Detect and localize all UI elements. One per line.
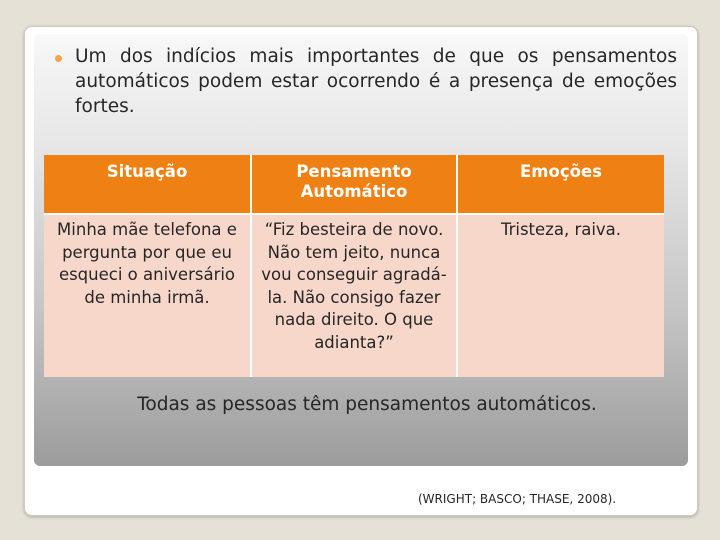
table-row — [44, 214, 664, 377]
header-pensamento-automatico — [251, 155, 457, 214]
table-header-row — [44, 155, 664, 214]
header-situacao: Situação — [44, 155, 251, 214]
cell-situacao-text: Minha mãe telefona e pergunta por que eu esqueci o aniversário de minha irmã. — [57, 220, 237, 307]
cell-emocoes: Tristeza, raiva. — [457, 214, 664, 377]
header-pensamento-automatico-text: Pensamento Automático — [296, 162, 412, 201]
thought-record-table — [44, 155, 664, 377]
cell-situacao — [44, 214, 251, 377]
bullet-text: Um dos indícios mais importantes de que os pensamentos automáticos podem estar ocorrendo é a presença de emoções fortes. — [75, 46, 677, 117]
cell-pensamento-text: “Fiz besteira de novo. Não tem jeito, nunca vou conseguir agradá-la. Não consigo fazer nada direito. O que adianta?” — [261, 220, 447, 352]
bullet-dot-icon — [55, 55, 62, 62]
citation: (WRIGHT; BASCO; THASE, 2008). — [418, 492, 617, 506]
header-emocoes: Emoções — [457, 155, 664, 214]
summary-text: Todas as pessoas têm pensamentos automáticos. — [137, 394, 597, 415]
cell-pensamento — [251, 214, 457, 377]
